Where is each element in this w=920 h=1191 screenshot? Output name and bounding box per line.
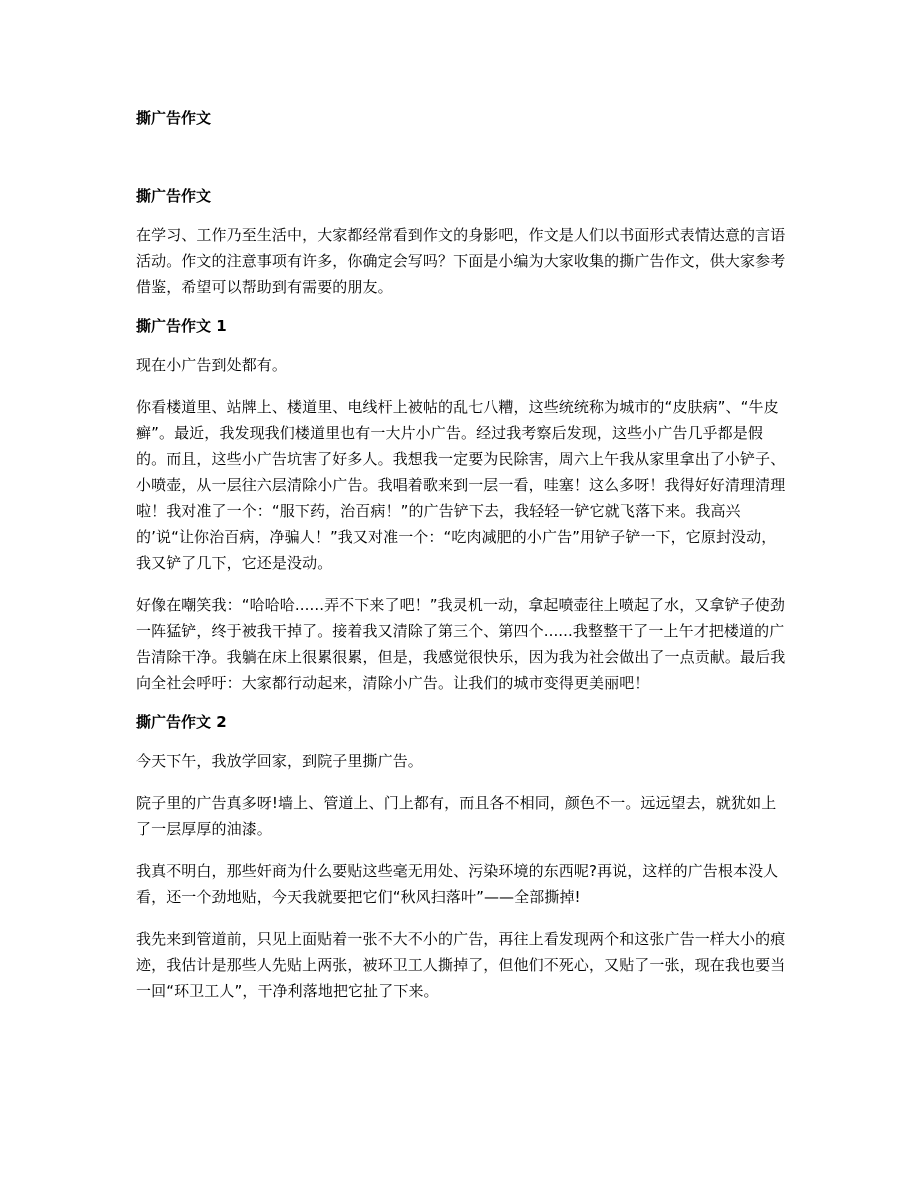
essay-2-title: 撕广告作文 2 bbox=[136, 713, 227, 731]
essay-1-title: 撕广告作文 1 bbox=[136, 317, 227, 335]
document-title: 撕广告作文 bbox=[136, 109, 212, 127]
essay-1-paragraph-1: 现在小广告到处都有。 bbox=[136, 356, 288, 374]
essay-1-paragraph-3: 好像在嘲笑我：“哈哈哈......弄不下来了吧！”我灵机一动，拿起喷壶往上喷起了水，又拿铲子使劲一阵猛铲，终于被我干掉了。接着我又清除了第三个、第四个......我整整干了一上午才把楼道的广告清除干净。我躺在床上很累很累，但是，我感觉很快乐，因为我为社会做出了一点贡献。最后我向全社会呼吁：大家都行动起来，清除小广告。让我们的城市变得更美丽吧！ bbox=[136, 596, 786, 692]
document-body bbox=[136, 186, 788, 1020]
intro-paragraph: 在学习、工作乃至生活中，大家都经常看到作文的身影吧，作文是人们以书面形式表情达意的言语活动。作文的注意事项有许多，你确定会写吗？下面是小编为大家收集的撕广告作文，供大家参考借鉴，希望可以帮助到有需要的朋友。 bbox=[136, 226, 786, 296]
section-heading: 撕广告作文 bbox=[136, 187, 212, 205]
essay-1-paragraph-2: 你看楼道里、站牌上、楼道里、电线杆上被帖的乱七八糟，这些统统称为城市的“皮肤病”、“牛皮癣”。最近，我发现我们楼道里也有一大片小广告。经过我考察后发现，这些小广告几乎都是假的。而且，这些小广告坑害了好多人。我想我一定要为民除害，周六上午我从家里拿出了小铲子、小喷壶，从一层往六层清除小广告。我唱着歌来到一层一看，哇塞！这么多呀！我得好好清理清理啦！我对准了一个：“服下药，治百病！”的广告铲下去，我轻轻一铲它就飞落下来。我高兴的’说“让你治百病，净骗人！”我又对准一个：“吃肉减肥的小广告”用铲子铲一下，它原封没动，我又铲了几下，它还是没动。 bbox=[136, 398, 786, 572]
essay-2-paragraph-1: 今天下午，我放学回家，到院子里撕广告。 bbox=[136, 752, 423, 770]
essay-2-paragraph-4: 我先来到管道前，只见上面贴着一张不大不小的广告，再往上看发现两个和这张广告一样大小的痕迹，我估计是那些人先贴上两张，被环卫工人撕掉了，但他们不死心，又贴了一张，现在我也要当一回“环卫工人”，干净利落地把它扯了下来。 bbox=[136, 930, 786, 1000]
essay-2-paragraph-3: 我真不明白，那些奸商为什么要贴这些毫无用处、污染环境的东西呢?再说，这样的广告根本没人看，还一个劲地贴，今天我就要把它们“秋风扫落叶”——全部撕掉! bbox=[136, 862, 779, 906]
essay-2-paragraph-2: 院子里的广告真多呀!墙上、管道上、门上都有，而且各不相同，颜色不一。远远望去，就犹如上了一层厚厚的油漆。 bbox=[136, 794, 777, 838]
